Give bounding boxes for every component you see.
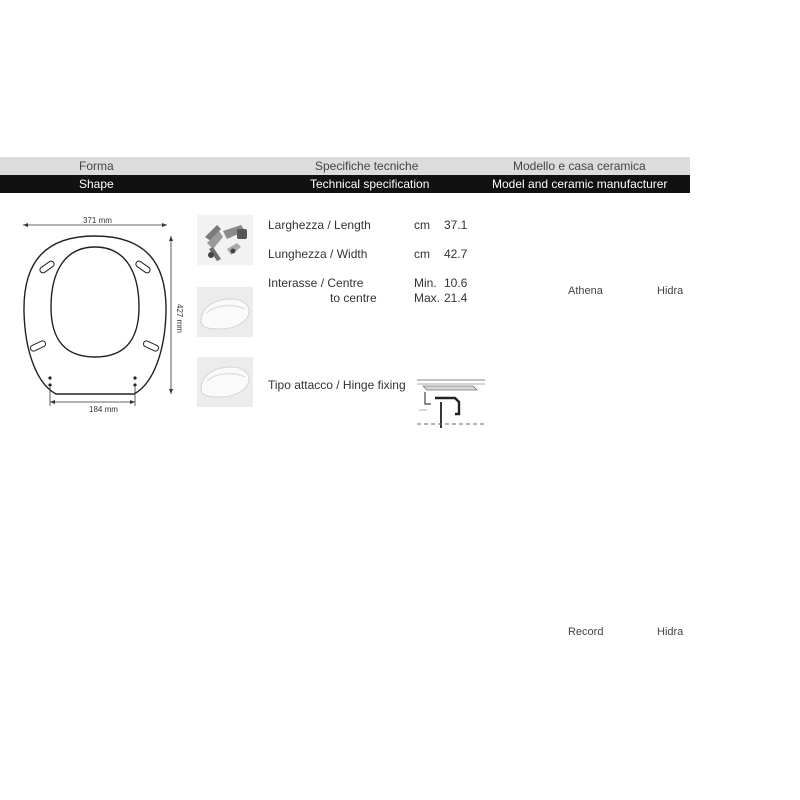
bumper-image-alt [197, 357, 253, 407]
hinge-distance-label: 184 mm [89, 405, 118, 414]
hinge-fixing-diagram [413, 374, 487, 428]
bumper-image [197, 287, 253, 337]
hinge-arrow-left [50, 400, 55, 404]
spec-length-label: Larghezza / Length [268, 218, 371, 232]
model-name-athena: Athena [568, 285, 603, 297]
header-specs-en: Technical specification [310, 177, 430, 191]
spec-centre-label-2: to centre [330, 291, 377, 305]
width-arrow-right [162, 223, 167, 227]
spec-centre-max-label: Max. [414, 291, 441, 305]
spec-centre-min-value: 10.6 [444, 276, 468, 290]
hinge-hole-left-bottom [48, 383, 51, 386]
model-name-record: Record [568, 626, 604, 638]
header-specs-it: Specifiche tecniche [315, 159, 419, 173]
header-shape-en: Shape [79, 177, 114, 191]
spec-length-unit: cm [414, 218, 430, 232]
spec-centre-min-label: Min. [414, 276, 437, 290]
header-shape-it: Forma [79, 159, 114, 173]
seat-shape-diagram [15, 212, 190, 422]
hinge-hole-right-top [133, 376, 136, 379]
spec-hinge-label: Tipo attacco / Hinge fixing [268, 378, 406, 392]
width-arrow-left [23, 223, 28, 227]
spec-width-value: 42.7 [444, 247, 468, 261]
hinge-arrow-right [130, 400, 135, 404]
seat-inner-opening [51, 247, 139, 357]
hinge-hole-right-bottom [133, 383, 136, 386]
spec-width-unit: cm [414, 247, 430, 261]
length-label: 427 mm [175, 304, 184, 333]
manufacturer-name-record: Hidra [657, 626, 684, 638]
length-arrow-bottom [169, 389, 173, 394]
header-model-en: Model and ceramic manufacturer [492, 177, 668, 191]
hinge-hole-left-top [48, 376, 51, 379]
spec-centre-label: Interasse / Centre [268, 276, 364, 290]
spec-centre-max-value: 21.4 [444, 291, 468, 305]
hinge-hardware-image [197, 215, 253, 265]
spec-width-label: Lunghezza / Width [268, 247, 368, 261]
header-italian [0, 157, 690, 175]
manufacturer-name-athena: Hidra [657, 285, 684, 297]
header-english [0, 175, 690, 193]
header-model-it: Modello e casa ceramica [513, 159, 646, 173]
spec-length-value: 37.1 [444, 218, 468, 232]
length-arrow-top [169, 236, 173, 241]
width-label: 371 mm [83, 216, 112, 225]
